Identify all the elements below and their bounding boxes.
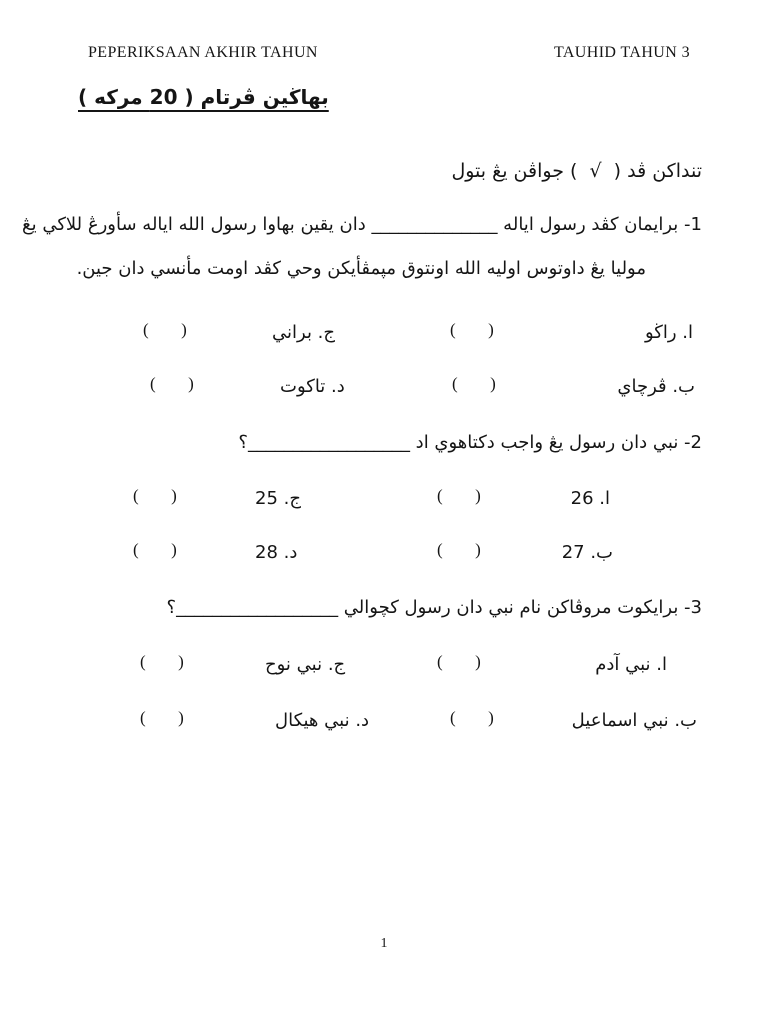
question-1-option-c-answer-box: ( ) — [143, 320, 188, 339]
question-3-option-c-answer-box: ( ) — [140, 652, 185, 671]
question-2-option-b-label: ب. 27 — [561, 542, 613, 563]
question-3-option-a-answer-box: ( ) — [437, 652, 482, 671]
header-right: TAUHID TAHUN 3 — [553, 44, 690, 61]
question-2-option-c-answer-box: ( ) — [133, 486, 178, 505]
question-1-option-c-label: ج. براني — [272, 322, 336, 343]
page-number: 1 — [380, 936, 388, 951]
question-3-option-b-label: ب. نبي اسماعيل — [571, 710, 697, 731]
question-3-option-d-answer-box: ( ) — [140, 708, 185, 727]
question-2-option-d-answer-box: ( ) — [133, 540, 178, 559]
instruction-line: تنداكن ڤد ( √ ) جواڤن يڠ بتول — [451, 160, 702, 182]
question-2-option-c-label: ج. 25 — [255, 488, 301, 509]
question-2-option-a-answer-box: ( ) — [437, 486, 482, 505]
question-2-option-a-label: ا. 26 — [570, 488, 610, 509]
question-1-line-2: موليا يڠ داوتوس اوليه الله اونتوق مڽمڤأيكن وحي كڤد اومت مأنسي دان جين. — [76, 258, 646, 279]
question-3-option-a-label: ا. نبي آدم — [595, 654, 667, 675]
question-3-option-d-label: د. نبي هيكال — [275, 710, 370, 731]
question-3-option-b-answer-box: ( ) — [450, 708, 495, 727]
question-1-option-b-label: ب. ڤرچاي — [617, 376, 695, 397]
question-2-line-1: 2- نبي دان رسول يڠ واجب دكتاهوي اد __________________؟ — [238, 432, 702, 453]
question-2-option-d-label: د. 28 — [255, 542, 298, 563]
question-1-option-d-label: د. تاكوت — [280, 376, 345, 397]
question-1-option-b-answer-box: ( ) — [452, 374, 497, 393]
question-1-option-a-answer-box: ( ) — [450, 320, 495, 339]
question-1-option-d-answer-box: ( ) — [150, 374, 195, 393]
question-1-option-a-label: ا. راڬو — [644, 322, 693, 343]
header-left: PEPERIKSAAN AKHIR TAHUN — [88, 44, 318, 61]
question-3-option-c-label: ج. نبي نوح — [265, 654, 346, 675]
question-3-line-1: 3- برايكوت مروڤاكن نام نبي دان رسول كچوالي __________________؟ — [166, 597, 702, 618]
question-1-line-1: 1- برايمان كڤد رسول اياله ______________ دان يقين بهاوا رسول الله اياله سأورڠ للاكي يڠ — [22, 214, 702, 235]
question-2-option-b-answer-box: ( ) — [437, 540, 482, 559]
section-title: بهاڬين ڤرتام ( 20 مركه ) — [78, 85, 329, 109]
